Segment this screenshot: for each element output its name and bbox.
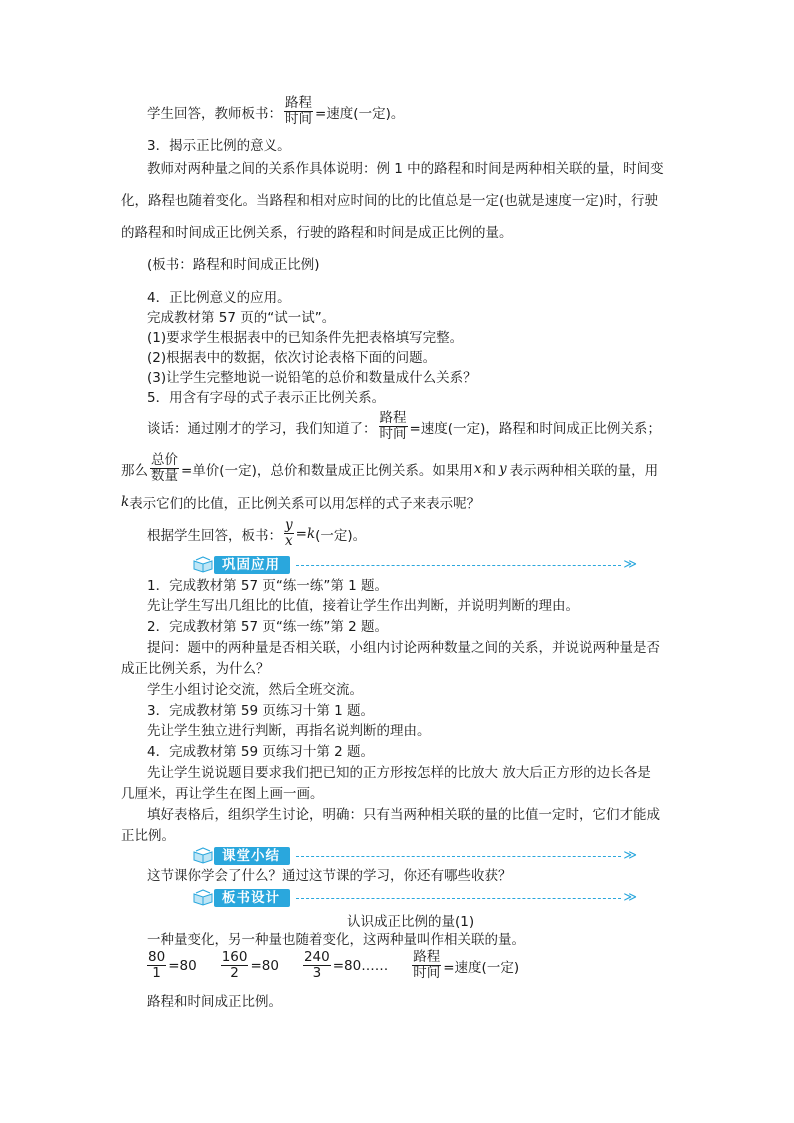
fraction-160-2: $\frac{160}{2}$ — [221, 949, 248, 981]
list-item: 几厘米，再让学生在图上画一画。 — [121, 786, 324, 802]
board-note: (板书：路程和时间成正比例) — [147, 257, 320, 273]
talk-line-2 — [121, 453, 658, 484]
book-icon — [192, 888, 214, 908]
text: (一定)。 — [315, 527, 367, 544]
section-title: 课堂小结 — [214, 847, 290, 865]
section-title: 板书设计 — [214, 889, 290, 907]
text: 根据学生回答，板书： — [147, 527, 282, 544]
fraction-distance-time: $\frac{\text{路程}}{\text{时间}}$ — [379, 410, 407, 442]
list-item: 先让学生写出几组比的比值，接着让学生作出判断，并说明判断的理由。 — [147, 598, 579, 614]
list-item: 4．正比例意义的应用。 — [147, 290, 291, 306]
text: =80 — [250, 957, 279, 974]
talk-line-1 — [147, 411, 661, 442]
summary-text: 这节课你学会了什么？通过这节课的学习，你还有哪些收获？ — [147, 868, 512, 884]
text: 表示它们的比值，正比例关系可以用怎样的式子来表示呢？ — [129, 496, 481, 512]
text: =速度(一定)，路程和时间成正比例关系； — [409, 420, 661, 437]
list-item: 先让学生说说题目要求我们把已知的正方形按怎样的比放大 放大后正方形的边长各是 — [147, 765, 651, 781]
text: 谈话：通过刚才的学习，我们知道了： — [147, 420, 377, 437]
list-item: 成正比例关系，为什么？ — [121, 661, 270, 677]
text: =速度(一定)。 — [315, 105, 405, 122]
book-icon — [192, 846, 214, 866]
list-item: 提问：题中的两种量是否相关联，小组内讨论两种数量之间的关系，并说说两种量是否 — [147, 640, 660, 656]
paragraph-line: 化，路程也随着变化。当路程和相对应时间的比的比值总是一定(也就是速度一定)时，行驶 — [121, 193, 659, 209]
board-line: 一种量变化，另一种量也随着变化，这两种量叫作相关联的量。 — [147, 932, 525, 948]
board-fractions — [145, 950, 519, 981]
text: 学生回答，教师板书： — [147, 105, 282, 122]
text: 表示两种相关联的量，用 — [509, 462, 659, 479]
divider — [296, 856, 621, 857]
section-header-apply — [192, 555, 637, 575]
list-item: 3．完成教材第 59 页练习十第 1 题。 — [147, 703, 375, 719]
section-title: 巩固应用 — [214, 556, 290, 574]
text: =80 — [168, 957, 197, 974]
list-item: 4．完成教材第 59 页练习十第 2 题。 — [147, 744, 375, 760]
section-header-board — [192, 888, 637, 908]
board-title: 认识成正比例的量(1) — [347, 914, 475, 930]
list-item: 先让学生独立进行判断，再指名说判断的理由。 — [147, 723, 431, 739]
talk-line-3 — [121, 492, 480, 512]
variable-k: k — [306, 525, 316, 542]
list-item: (1)要求学生根据表中的已知条件先把表格填写完整。 — [147, 330, 464, 346]
fraction-total-quantity: $\frac{\text{总价}}{\text{数量}}$ — [151, 452, 178, 484]
list-item: (2)根据表中的数据，依次讨论表格下面的问题。 — [147, 350, 437, 366]
variable-y: y — [498, 460, 507, 477]
double-arrow-icon: ≫ — [623, 557, 637, 572]
list-item: 5．用含有字母的式子表示正比例关系。 — [147, 390, 386, 406]
answer-formula — [147, 518, 366, 549]
list-item: 1．完成教材第 57 页“练一练”第 1 题。 — [147, 578, 389, 594]
list-item: 填好表格后，组织学生讨论，明确：只有当两种相关联的量的比值一定时，它们才能成 — [147, 807, 660, 823]
text: 那么 — [121, 462, 148, 479]
text: = — [295, 525, 307, 542]
fraction-80-1: $\frac{80}{1}$ — [148, 949, 166, 981]
list-item: 学生小组讨论交流，然后全班交流。 — [147, 682, 363, 698]
list-item: 正比例。 — [121, 828, 175, 844]
divider — [296, 565, 621, 566]
text: =单价(一定)，总价和数量成正比例关系。如果用 — [181, 462, 473, 479]
list-item: 2．完成教材第 57 页“练一练”第 2 题。 — [147, 619, 389, 635]
text: 和 — [482, 462, 496, 479]
text: =速度(一定) — [443, 959, 520, 976]
paragraph-line: 的路程和时间成正比例关系，行驶的路程和时间是成正比例的量。 — [121, 225, 513, 241]
text: =80…… — [332, 957, 389, 974]
list-item: (3)让学生完整地说一说铅笔的总价和数量成什么关系？ — [147, 370, 477, 386]
board-note-speed — [147, 96, 404, 127]
fraction-y-x: $\frac{y}{x}$ — [285, 517, 293, 549]
fraction-distance-time: $\frac{\text{路程}}{\text{时间}}$ — [285, 95, 312, 127]
fraction-240-3: $\frac{240}{3}$ — [303, 949, 330, 981]
paragraph-line: 教师对两种量之间的关系作具体说明：例 1 中的路程和时间是两种相关联的量，时间变 — [147, 161, 664, 177]
board-line: 路程和时间成正比例。 — [147, 994, 282, 1010]
double-arrow-icon: ≫ — [623, 890, 637, 905]
fraction-distance-time: $\frac{\text{路程}}{\text{时间}}$ — [413, 949, 441, 981]
list-item: 完成教材第 57 页的“试一试”。 — [147, 310, 336, 326]
variable-x: x — [473, 460, 482, 477]
step-3-heading: 3．揭示正比例的意义。 — [147, 138, 291, 154]
book-icon — [192, 555, 214, 575]
double-arrow-icon: ≫ — [623, 848, 637, 863]
section-header-summary — [192, 846, 637, 866]
divider — [296, 898, 621, 899]
variable-k: k — [121, 494, 130, 510]
